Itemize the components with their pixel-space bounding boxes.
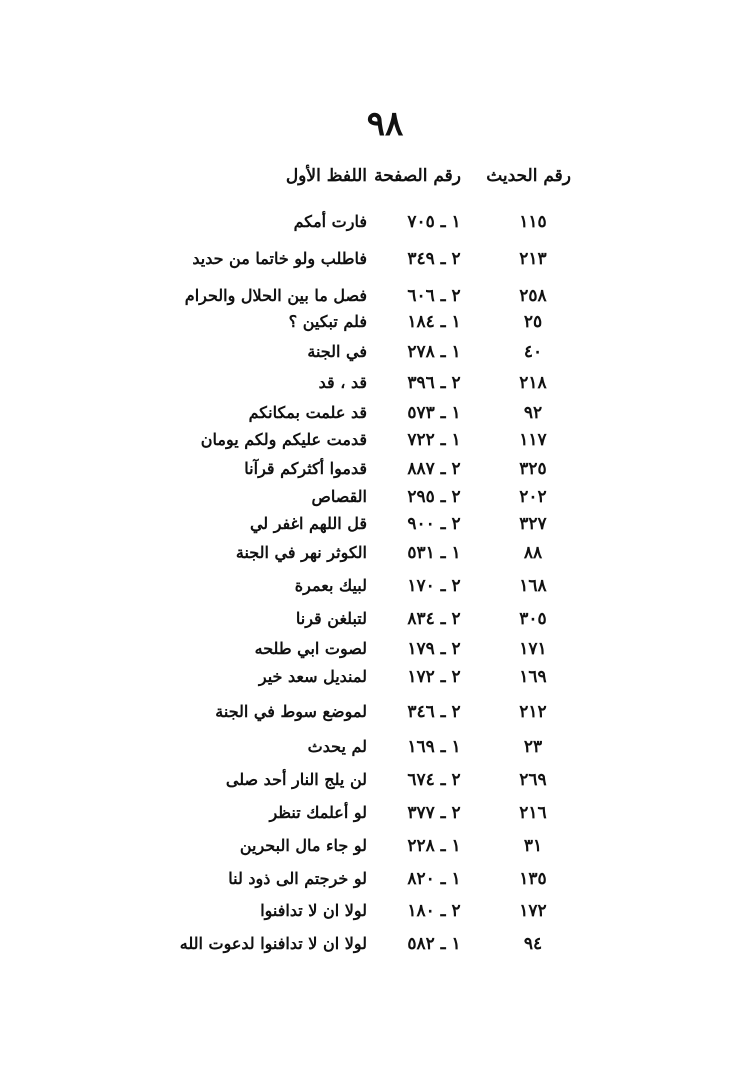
page-reference: ١ ـ ٥٨٢ xyxy=(407,934,461,954)
first-phrase: لصوت ابي طلحه xyxy=(254,639,367,658)
first-phrase: لو أعلمك تنظر xyxy=(269,803,367,822)
table-row xyxy=(0,342,739,368)
first-phrase: لن يلج النار أحد صلى xyxy=(225,770,367,789)
page-reference: ٢ ـ ١٧٢ xyxy=(407,667,461,687)
hadith-number: ٣١ xyxy=(523,836,543,856)
hadith-number: ١٦٨ xyxy=(519,576,547,596)
first-phrase: فارت أمكم xyxy=(293,212,367,231)
header-hadith-number: رقم الحديث xyxy=(486,166,571,186)
page-reference: ٢ ـ ١٧٩ xyxy=(407,639,461,659)
header-page-number: رقم الصفحة xyxy=(374,166,461,186)
first-phrase: في الجنة xyxy=(307,342,367,361)
hadith-number: ٣٢٥ xyxy=(519,459,547,479)
hadith-number: ٩٢ xyxy=(523,403,543,423)
table-row xyxy=(0,934,739,960)
page-reference: ١ ـ ٧٢٢ xyxy=(407,430,461,450)
page-reference: ٢ ـ ٣٤٦ xyxy=(407,702,461,722)
table-row xyxy=(0,609,739,635)
page-reference: ٢ ـ ٣٤٩ xyxy=(407,249,461,269)
hadith-number: ٣٢٧ xyxy=(519,514,547,534)
page-reference: ٢ ـ ١٨٠ xyxy=(407,901,461,921)
hadith-number: ٩٤ xyxy=(523,934,543,954)
page-reference: ١ ـ ٧٠٥ xyxy=(407,212,461,232)
table-row xyxy=(0,459,739,485)
table-row xyxy=(0,312,739,338)
first-phrase: لو خرجتم الى ذود لنا xyxy=(228,869,367,888)
first-phrase: لو جاء مال البحرين xyxy=(239,836,367,855)
page-reference: ١ ـ ٥٧٣ xyxy=(407,403,461,423)
table-row xyxy=(0,702,739,728)
hadith-number: ٢١٨ xyxy=(519,373,547,393)
first-phrase: لبيك بعمرة xyxy=(294,576,367,595)
header-first-word: اللفظ الأول xyxy=(285,166,367,186)
first-phrase: القصاص xyxy=(311,487,367,506)
table-row xyxy=(0,487,739,513)
hadith-number: ٢٦٩ xyxy=(519,770,547,790)
first-phrase: قدمت عليكم ولكم يومان xyxy=(200,430,367,449)
table-row xyxy=(0,249,739,275)
page-reference: ٢ ـ ٦٧٤ xyxy=(407,770,461,790)
page-reference: ٢ ـ ٨٣٤ xyxy=(407,609,461,629)
table-row xyxy=(0,869,739,895)
first-phrase: الكوثر نهر في الجنة xyxy=(235,543,367,562)
table-row xyxy=(0,901,739,927)
first-phrase: فاطلب ولو خاتما من حديد xyxy=(192,249,367,268)
page-reference: ١ ـ ٢٢٨ xyxy=(407,836,461,856)
hadith-number: ٢١٣ xyxy=(519,249,547,269)
first-phrase: قد ، قد xyxy=(318,373,367,392)
page-reference: ٢ ـ ١٧٠ xyxy=(407,576,461,596)
hadith-number: ٢١٦ xyxy=(519,803,547,823)
table-row xyxy=(0,514,739,540)
hadith-number: ٢٥٨ xyxy=(519,286,547,306)
table-row xyxy=(0,430,739,456)
page-reference: ١ ـ ١٦٩ xyxy=(407,737,461,757)
table-row xyxy=(0,212,739,238)
page-reference: ٢ ـ ٢٩٥ xyxy=(407,487,461,507)
first-phrase: لموضع سوط في الجنة xyxy=(215,702,367,721)
table-row xyxy=(0,836,739,862)
page-reference: ٢ ـ ٣٧٧ xyxy=(407,803,461,823)
hadith-number: ٢١٢ xyxy=(519,702,547,722)
hadith-number: ١٣٥ xyxy=(519,869,547,889)
first-phrase: قد علمت بمكانكم xyxy=(248,403,367,422)
hadith-number: ٨٨ xyxy=(523,543,543,563)
table-row xyxy=(0,373,739,399)
page-reference: ٢ ـ ٦٠٦ xyxy=(407,286,461,306)
hadith-number: ٤٠ xyxy=(523,342,543,362)
hadith-number: ١٧٢ xyxy=(519,901,547,921)
first-phrase: لتبلغن قرنا xyxy=(295,609,367,628)
page-reference: ١ ـ ٢٧٨ xyxy=(407,342,461,362)
first-phrase: فلم تبكين ؟ xyxy=(288,312,367,331)
column-headers xyxy=(0,166,739,196)
first-phrase: لم يحدث xyxy=(307,737,367,756)
page-reference: ٢ ـ ٩٠٠ xyxy=(407,514,461,534)
hadith-number: ٢٠٢ xyxy=(519,487,547,507)
first-phrase: لمنديل سعد خير xyxy=(258,667,367,686)
table-row xyxy=(0,639,739,665)
table-row xyxy=(0,576,739,602)
table-row xyxy=(0,286,739,312)
page-number: ٩٨ xyxy=(366,104,404,144)
first-phrase: فصل ما بين الحلال والحرام xyxy=(184,286,367,305)
first-phrase: لولا ان لا تدافنوا لدعوت الله xyxy=(179,934,367,953)
table-row xyxy=(0,543,739,569)
table-row xyxy=(0,803,739,829)
table-row xyxy=(0,667,739,693)
page-reference: ١ ـ ١٨٤ xyxy=(407,312,461,332)
first-phrase: قدموا أكثركم قرآنا xyxy=(244,459,367,478)
hadith-number: ٣٠٥ xyxy=(519,609,547,629)
hadith-number: ٢٥ xyxy=(523,312,543,332)
hadith-number: ٢٣ xyxy=(523,737,543,757)
hadith-number: ١٧١ xyxy=(519,639,547,659)
page-reference: ١ ـ ٥٣١ xyxy=(407,543,461,563)
page-reference: ٢ ـ ٨٨٧ xyxy=(407,459,461,479)
table-row xyxy=(0,737,739,763)
first-phrase: قل اللهم اغفر لي xyxy=(249,514,367,533)
hadith-number: ١١٥ xyxy=(519,212,547,232)
page-reference: ٢ ـ ٣٩٦ xyxy=(407,373,461,393)
table-row xyxy=(0,403,739,429)
table-row xyxy=(0,770,739,796)
first-phrase: لولا ان لا تدافنوا xyxy=(260,901,367,920)
page-reference: ١ ـ ٨٢٠ xyxy=(407,869,461,889)
hadith-number: ١٦٩ xyxy=(519,667,547,687)
hadith-number: ١١٧ xyxy=(519,430,547,450)
